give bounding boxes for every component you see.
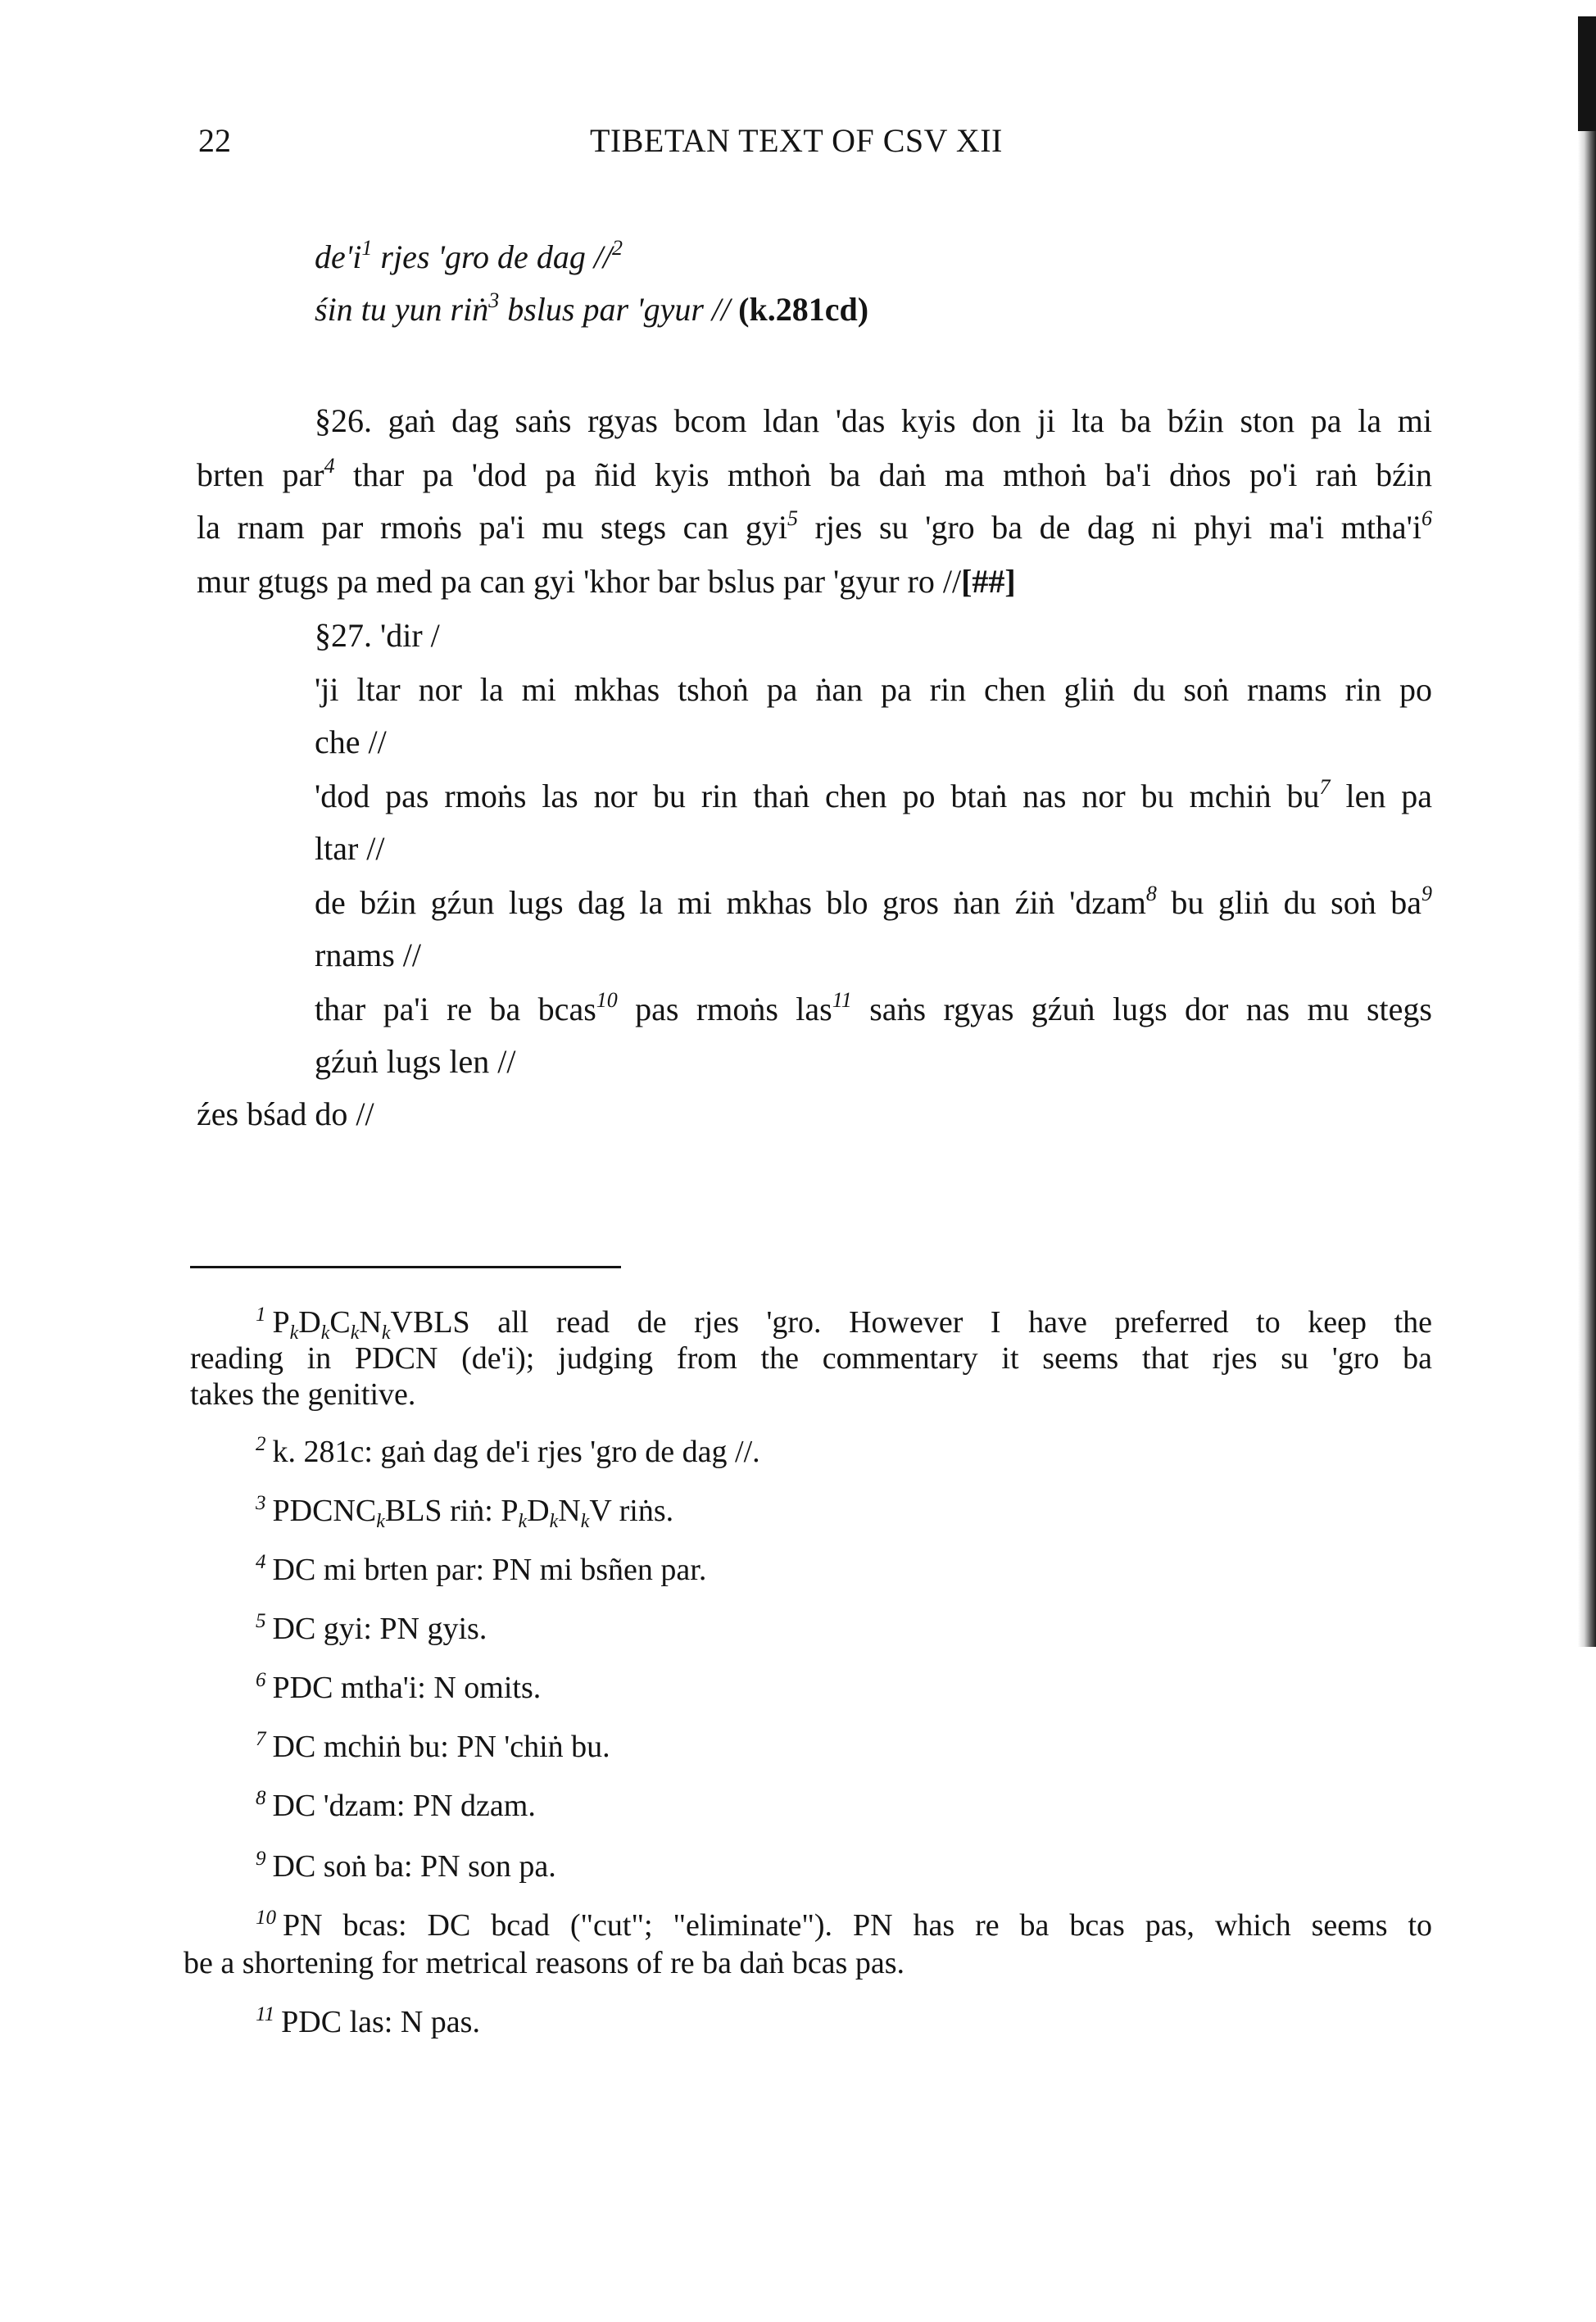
footnote-11: $^{11}$ PDC las: N pas.	[256, 2003, 480, 2039]
footnote-8: $^8$ DC 'dzam: PN dzam.	[256, 1787, 536, 1823]
footnote-4: $^4$ DC mi brten par: PN mi bsñen par.	[256, 1551, 707, 1587]
footnote-2: $^2$ k. 281c: gaṅ dag de'i rjes 'gro de dag //.	[256, 1433, 760, 1469]
footnote-6: $^6$ PDC mtha'i: N omits.	[256, 1669, 542, 1705]
footnote-separator	[190, 1266, 621, 1268]
verse-27-line-3a: de bźin gźun lugs dag la mi mkhas blo gros ṅan źiṅ 'dzam$^8$ bu gliṅ du soṅ $ba^9$	[315, 882, 1432, 921]
verse-reference: (k.281cd)	[738, 291, 869, 328]
footnote-9: $^9$ DC soṅ ba: PN son pa.	[256, 1848, 556, 1884]
footnote-1-line-2: reading in PDCN (de'i); judging from the commentary it seems that rjes su 'gro ba	[190, 1341, 1432, 1376]
footnote-1-line-1: $^1$ $P_kD_kC_kN_kVBLS$ all read de rjes 'gro. However I have preferred to keep the	[256, 1304, 1432, 1344]
paragraph-26-line-2: brten par$^4$ thar pa 'dod pa ñid kyis mthoṅ ba daṅ ma mthoṅ ba'i dṅos po'i raṅ bźin	[197, 454, 1432, 493]
footnote-10-line-2: be a shortening for metrical reasons of re ba daṅ bcas pas.	[184, 1946, 905, 1980]
verse-27-line-1b: che //	[315, 723, 387, 760]
book-spine-shadow-top	[1578, 16, 1596, 131]
section-marker: [##]	[961, 563, 1016, 600]
verse-27-line-2b: ltar //	[315, 830, 385, 867]
page-number: 22	[198, 122, 231, 159]
verse-27-line-4b: gźuṅ lugs len //	[315, 1043, 516, 1080]
book-spine-shadow	[1578, 16, 1596, 1647]
footnote-7: $^7$ DC mchiṅ bu: PN 'chiṅ bu.	[256, 1728, 610, 1764]
verse-27-line-4a: thar pa'i re ba bcas$^{10}$ pas rmoṅs las$^{11}$ saṅs rgyas gźuṅ lugs dor nas mu stegs	[315, 988, 1432, 1027]
verse-27-line-2a: 'dod pas rmoṅs las nor bu rin thaṅ chen po btaṅ nas nor bu mchiṅ $bu^7$ len pa	[315, 775, 1433, 814]
paragraph-26-line-4: mur gtugs pa med pa can gyi 'khor bar bslus par 'gyur ro //[##]	[197, 563, 1016, 600]
footnote-10-line-1: $^{10}$ PN bcas: DC bcad ("cut"; "eliminate"). PN has re ba bcas pas, which seems to	[256, 1907, 1432, 1943]
paragraph-26-line-1: §26. gaṅ dag saṅs rgyas bcom ldan 'das kyis don ji lta ba bźin ston pa la mi	[315, 402, 1432, 439]
footnote-3: $^3$ $PDCNC_kBLS$ riṅ: $P_kD_kN_kV$ riṅs.	[256, 1492, 674, 1532]
footnote-5: $^5$ DC gyi: PN gyis.	[256, 1610, 487, 1646]
verse-27-line-1a: 'ji ltar nor la mi mkhas tshoṅ pa ṅan pa rin chen gliṅ du soṅ rnams rin po	[315, 671, 1432, 708]
paragraph-26-line-3: la rnam par rmoṅs pa'i mu stegs can gyi$^5$ rjes su 'gro ba de dag ni phyi ma'i $mtha'i^6$	[197, 506, 1433, 546]
running-title: TIBETAN TEXT OF CSV XII	[590, 122, 1003, 159]
paragraph-27-intro: §27. 'dir /	[315, 617, 440, 654]
verse-line-2: śin tu yun riṅ$^3$ bslus par 'gyur // (k.281cd)	[315, 288, 869, 328]
footnote-1-line-3: takes the genitive.	[190, 1377, 416, 1412]
verse-line-1: $de'i^1$ rjes 'gro de dag //$^2$	[315, 236, 623, 275]
paragraph-27-outro: źes bśad do //	[197, 1095, 374, 1132]
verse-27-line-3b: rnams //	[315, 937, 421, 973]
